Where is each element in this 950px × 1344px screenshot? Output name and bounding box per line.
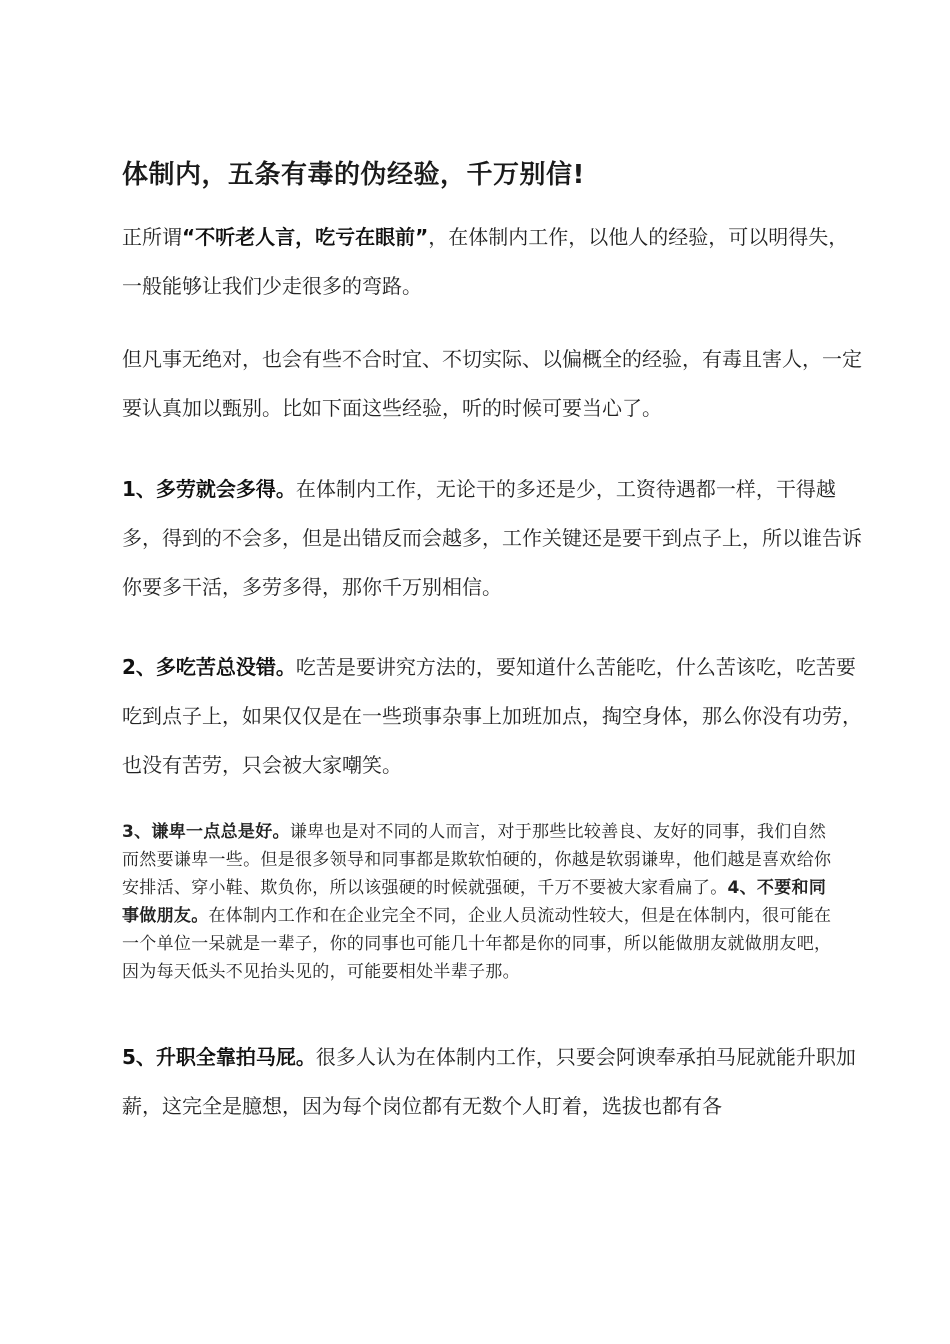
item-4-heading: 4、不要和同事做朋友。 — [122, 878, 827, 926]
item-3-body: 谦卑也是对不同的人而言，对于那些比较善良、友好的同事，我们自然而然要谦卑一些。但是很多领导和同事都是欺软怕硬的，你越是软弱谦卑，他们越是喜欢给你安排活、穿小鞋、欺负你，所以该强硬的时候就强硬，千万不要被大家看扁了。 — [122, 822, 832, 898]
item-5-heading: 5、升职全靠拍马屁。 — [122, 1045, 316, 1069]
item-2-heading: 2、多吃苦总没错。 — [122, 655, 296, 679]
intro-paragraph — [122, 213, 862, 311]
items-3-4-paragraph — [122, 818, 840, 986]
item-1-paragraph — [122, 465, 862, 612]
item-2-body: 吃苦是要讲究方法的，要知道什么苦能吃，什么苦该吃，吃苦要吃到点子上，如果仅仅是在一些琐事杂事上加班加点，掏空身体，那么你没有功劳，也没有苦劳，只会被大家嘲笑。 — [122, 655, 862, 777]
intro-quote: “不听老人言，吃亏在眼前” — [182, 225, 429, 249]
caution-paragraph: 但凡事无绝对，也会有些不合时宜、不切实际、以偏概全的经验，有毒且害人，一定要认真加以甄别。比如下面这些经验，听的时候可要当心了。 — [122, 347, 862, 420]
intro-rest: ，在体制内工作，以他人的经验，可以明得失，一般能够让我们少走很多的弯路。 — [122, 225, 849, 298]
item-5-body: 很多人认为在体制内工作，只要会阿谀奉承拍马屁就能升职加薪，这完全是臆想，因为每个岗位都有无数个人盯着，选拔也都有各 — [122, 1045, 856, 1118]
intro-prefix: 正所谓 — [122, 225, 182, 249]
item-5-paragraph — [122, 1033, 862, 1131]
item-4-body: 在体制内工作和在企业完全不同，企业人员流动性较大，但是在体制内，很可能在一个单位一呆就是一辈子，你的同事也可能几十年都是你的同事，所以能做朋友就做朋友吧，因为每天低头不见抬头见的，可能要相处半辈子那。 — [122, 906, 832, 982]
item-3-heading: 3、谦卑一点总是好。 — [122, 822, 290, 842]
item-2-paragraph — [122, 643, 862, 790]
item-1-body: 在体制内工作，无论干的多还是少，工资待遇都一样，干得越多，得到的不会多，但是出错反而会越多，工作关键还是要干到点子上，所以谁告诉你要多干活，多劳多得，那你千万别相信。 — [122, 477, 862, 599]
article-title: 体制内，五条有毒的伪经验，千万别信! — [122, 160, 585, 190]
item-1-heading: 1、多劳就会多得。 — [122, 477, 296, 501]
